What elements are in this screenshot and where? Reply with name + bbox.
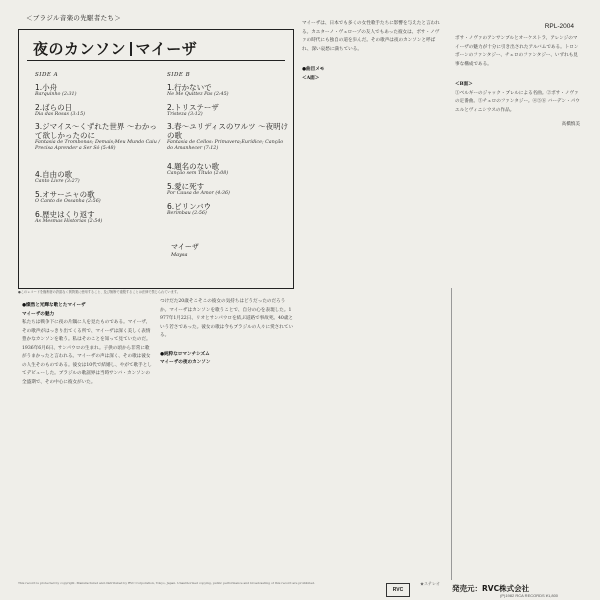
liner-text: ボサ・ノヴァのアンサンブルとオーケストラ、アレンジのマイーザの魅力が十分に引き出されたアルバムである。トロンボーンのファンタジー、チェロのファンタジー、いずれも見事な構成である。 bbox=[455, 36, 579, 67]
track-title: 1.行かないで bbox=[167, 83, 212, 92]
side-a-label: SIDE A bbox=[35, 72, 59, 78]
copyright-notice: ●このレコードを権利者の許諾なく賃貸業に使用すること、及び無断で複製することは法律で禁じられています。 bbox=[18, 290, 180, 294]
section-heading: ＜B面＞ bbox=[455, 82, 473, 87]
liner-text: ①ベルギーのジャック・ブレルによる名曲。②ボサ・ノヴァの定番曲。③チェロのファンタジー。④⑤⑥ バーデン・パウエルとヴィニシウスの作品。 bbox=[455, 90, 580, 113]
liner-notes-column-2 bbox=[160, 298, 294, 578]
track-title: 6.歴史はくり返す bbox=[35, 210, 95, 219]
artist-credit bbox=[171, 242, 199, 258]
stereo-badge: ★ステレオ bbox=[420, 581, 440, 586]
footer-fineprint: This record is protected by copyright. Manufactured and distributed by RVC Corporation, Tokyo, Japan. Unauthorized copying, public performance and broadcasting of this record are prohibited. bbox=[18, 581, 316, 585]
track-original-title: Berimbau (2:56) bbox=[167, 211, 207, 216]
album-artist-text: マイーザ bbox=[135, 40, 198, 58]
track-title: 3.春〜ユリディスのワルツ 〜夜明けの歌 bbox=[167, 122, 289, 140]
liner-text: マイーザは、日本でも多くの女性歌手たちに影響を与えたと言われる。カエターノ・ヴェローゾの友人でもあった彼女は、ボサ・ノヴァの時代にも独自の道を歩んだ。その歌声は夜のカンソンと呼ばれ、深い哀愁に満ちている。 bbox=[302, 21, 440, 52]
track-title: 4.自由の歌 bbox=[35, 170, 73, 179]
section-heading: ●純粋なロマンチシズム bbox=[160, 351, 210, 357]
artist-name-jp: マイーザ bbox=[171, 243, 199, 251]
liner-notes-column-1 bbox=[22, 302, 152, 580]
track-a5 bbox=[35, 190, 160, 205]
liner-text: つけだた20歳そこそこの彼女の気持ちはどうだったのだろうか。マイーザはカンソンを歌うことで、自分の心を表現した。1977年1月22日、リオとサンパウロを結ぶ道路で事故死。40歳という若さであった。彼女の歌は今もブラジルの人々に愛されている。 bbox=[160, 299, 294, 338]
track-original-title: O Canto de Ossanha (2:56) bbox=[35, 199, 101, 204]
liner-notes-column-4 bbox=[455, 35, 580, 580]
track-title: 4.題名のない歌 bbox=[167, 162, 220, 171]
track-original-title: Fantasia de Cellos: Primavera;Eurídice; Canção do Amanhecer (7:12) bbox=[167, 140, 284, 151]
track-original-title: Por Causa de Amor (4:36) bbox=[167, 191, 230, 196]
tracklist-box bbox=[18, 29, 294, 289]
track-original-title: Barquinho (2:31) bbox=[35, 92, 77, 97]
album-title-text: 夜のカンソン bbox=[33, 40, 127, 58]
section-heading: ●曲目メモ bbox=[302, 67, 325, 72]
distributor-text: 発売元：RVC株式会社 bbox=[452, 584, 530, 593]
liner-notes-column-3 bbox=[302, 20, 442, 580]
section-subheading: ＜A面＞ bbox=[302, 75, 320, 81]
section-subheading: マイーザの魅力 bbox=[22, 311, 55, 317]
track-a1 bbox=[35, 83, 160, 98]
track-b4 bbox=[167, 162, 289, 177]
track-original-title: Dia das Rosas (3:15) bbox=[35, 112, 86, 117]
track-title: 1.小舟 bbox=[35, 83, 58, 92]
side-b-label: SIDE B bbox=[167, 72, 191, 78]
track-b6 bbox=[167, 202, 289, 217]
album-title bbox=[33, 38, 197, 59]
liner-text: 私たちは戦争下に夜の片隅に人を見たものである。マイーザ、その歌声がはっきり出てくる所で、マイーザは深く美しく表情豊かなカンソンを歌う。私はそのことを知って見ていたのだ。1936年6月6日、サンパウロの生まれ。子供の頃から非常に歌がうまかったと言われる。マイーザの声は深く、その歌は彼女の人生そのものである。彼女は10代で結婚し、やがて歌手としてデビューした。ブラジルの歌謡界は当時サンバ・カンソンの全盛期で、その中心に彼女がいた。 bbox=[22, 320, 152, 385]
track-b5 bbox=[167, 182, 289, 197]
track-a2 bbox=[35, 103, 160, 118]
track-title: 2.ばらの日 bbox=[35, 103, 73, 112]
section-heading: ●燦然と光輝な歌とたマイーザ bbox=[22, 303, 86, 308]
track-b1 bbox=[167, 83, 289, 98]
track-original-title: As Mesmas Historias (2:54) bbox=[35, 219, 103, 224]
series-title: ＜ブラジル音楽の先駆者たち＞ bbox=[26, 14, 122, 22]
title-rule bbox=[27, 60, 285, 61]
track-a4 bbox=[35, 170, 160, 185]
track-original-title: Canção sem Título (2:08) bbox=[167, 171, 229, 176]
track-original-title: Fantasia de Trombonas; Demais;Meu Mundo Caiu / Precisa Aprender a Ser Só (5:48) bbox=[35, 140, 160, 151]
artist-name-orig: Maysa bbox=[171, 252, 188, 258]
track-b2 bbox=[167, 103, 289, 118]
column-divider bbox=[451, 288, 452, 580]
title-divider bbox=[130, 42, 132, 56]
section-subheading: マイーザの夜のカンソン bbox=[160, 360, 211, 365]
price-copyright: (P)1982 RCA RECORDS ¥1,800 bbox=[500, 593, 559, 598]
track-original-title: Ne Me Quittez Pas (2:45) bbox=[167, 92, 229, 97]
catalog-number: RPL-2004 bbox=[544, 23, 574, 30]
track-a3 bbox=[35, 122, 160, 152]
track-title: 3.ジマイス〜くずれた世界 〜わかって欲しかったのに bbox=[35, 122, 157, 140]
rvc-logo: RVC bbox=[386, 583, 410, 597]
track-title: 5.愛に死す bbox=[167, 182, 205, 191]
track-b3 bbox=[167, 122, 289, 152]
track-original-title: Tristeza (3:12) bbox=[167, 112, 203, 117]
track-title: 2.トリステーザ bbox=[167, 103, 219, 112]
track-a6 bbox=[35, 210, 160, 225]
track-title: 6.ビリンバウ bbox=[167, 202, 212, 211]
track-title: 5.オサーニャの歌 bbox=[35, 190, 95, 199]
track-original-title: Canto Livre (3:27) bbox=[35, 179, 80, 184]
author-credit: 高橋慎美 bbox=[561, 122, 580, 127]
